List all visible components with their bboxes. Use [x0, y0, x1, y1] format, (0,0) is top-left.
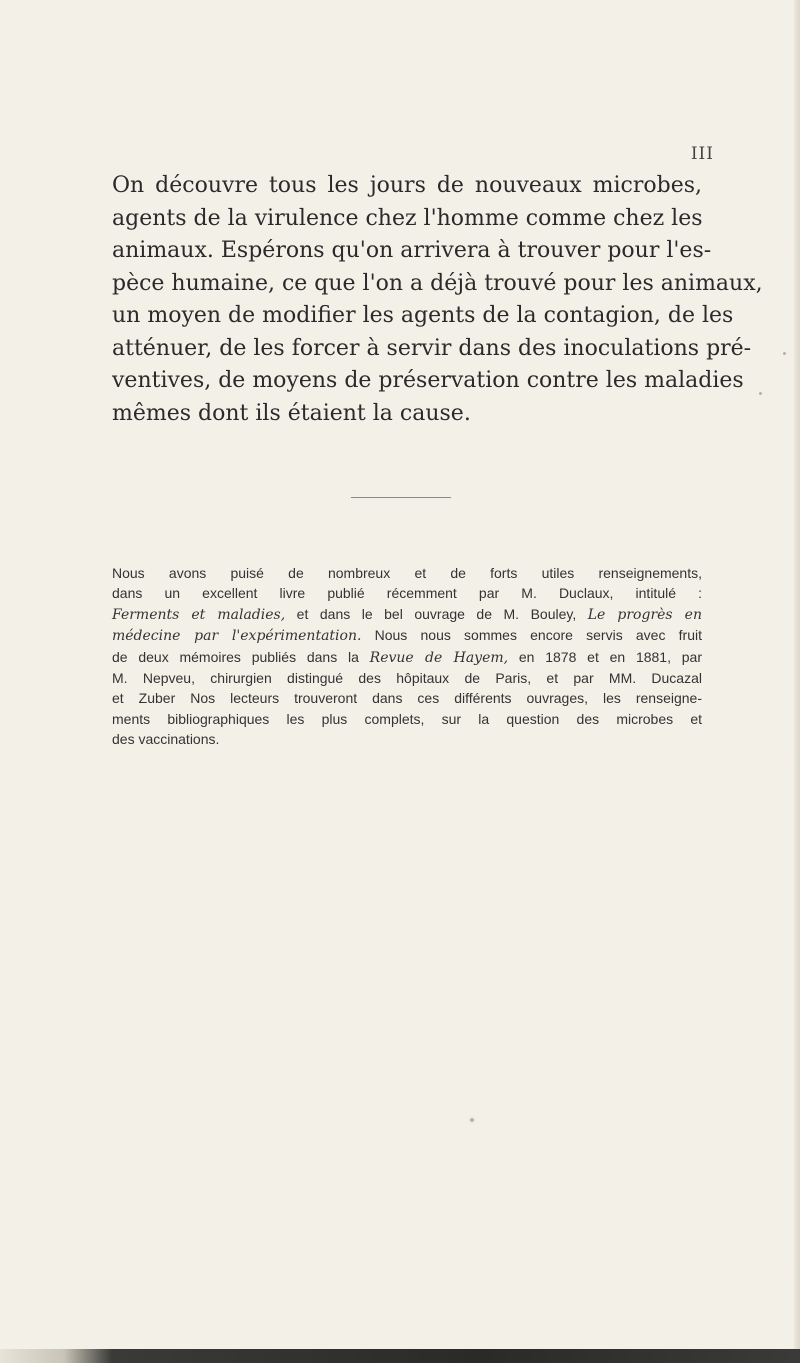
paper-speck: [783, 352, 786, 355]
main-paragraph: [112, 170, 763, 430]
body-line: animaux. Espérons qu'on arrivera à trouver pour l'es-: [112, 238, 712, 263]
footnote-text: et dans le bel ouvrage de M. Bouley,: [285, 605, 588, 622]
footnote: [112, 563, 702, 750]
page-edge: [794, 0, 800, 1363]
footnote-line: dans un excellent livre publié récemment par M. Duclaux, intitulé :: [112, 585, 702, 602]
body-line: mêmes dont ils étaient la cause.: [112, 400, 471, 426]
paper-speck: [470, 1118, 474, 1122]
footnote-line: M. Nepveu, chirurgien distingué des hôpitaux de Paris, et par MM. Ducazal: [112, 670, 702, 687]
body-line: agents de la virulence chez l'homme comme chez les: [112, 205, 703, 231]
body-line: On découvre tous les jours de nouveaux microbes,: [112, 173, 702, 198]
footnote-text: en 1878 et en 1881, par: [508, 648, 702, 665]
bottom-page-band: [0, 1349, 800, 1363]
book-title: Ferments et maladies,: [112, 606, 286, 623]
book-title: médecine par l'expérimentation.: [112, 628, 362, 645]
footnote-line: et Zuber Nos lecteurs trouveront dans ces différents ouvrages, les renseigne-: [112, 690, 702, 707]
footnote-text: de deux mémoires publiés dans la: [112, 648, 370, 665]
page-number: III: [690, 144, 714, 164]
book-title: Le progrès en: [587, 606, 702, 623]
footnote-line: [112, 604, 702, 625]
footnote-line: ments bibliographiques les plus complets, sur la question des microbes et: [112, 710, 702, 727]
paper-speck: [759, 392, 762, 395]
footnote-line: Nous avons puisé de nombreux et de forts utiles renseignements,: [112, 565, 702, 581]
journal-title: Revue de Hayem,: [369, 649, 509, 666]
body-line: un moyen de modifier les agents de la contagion, de les: [112, 303, 734, 328]
footnote-line: [112, 625, 702, 646]
footnote-separator: [351, 497, 451, 498]
footnote-line: des vaccinations.: [112, 731, 220, 748]
footnote-line: [112, 647, 702, 668]
body-line: atténuer, de les forcer à servir dans des inoculations pré-: [112, 335, 752, 361]
body-line: pèce humaine, ce que l'on a déjà trouvé pour les animaux,: [112, 270, 763, 296]
body-line: ventives, de moyens de préservation contre les maladies: [112, 368, 744, 393]
footnote-text: Nous nous sommes encore servis avec fruit: [361, 627, 702, 644]
